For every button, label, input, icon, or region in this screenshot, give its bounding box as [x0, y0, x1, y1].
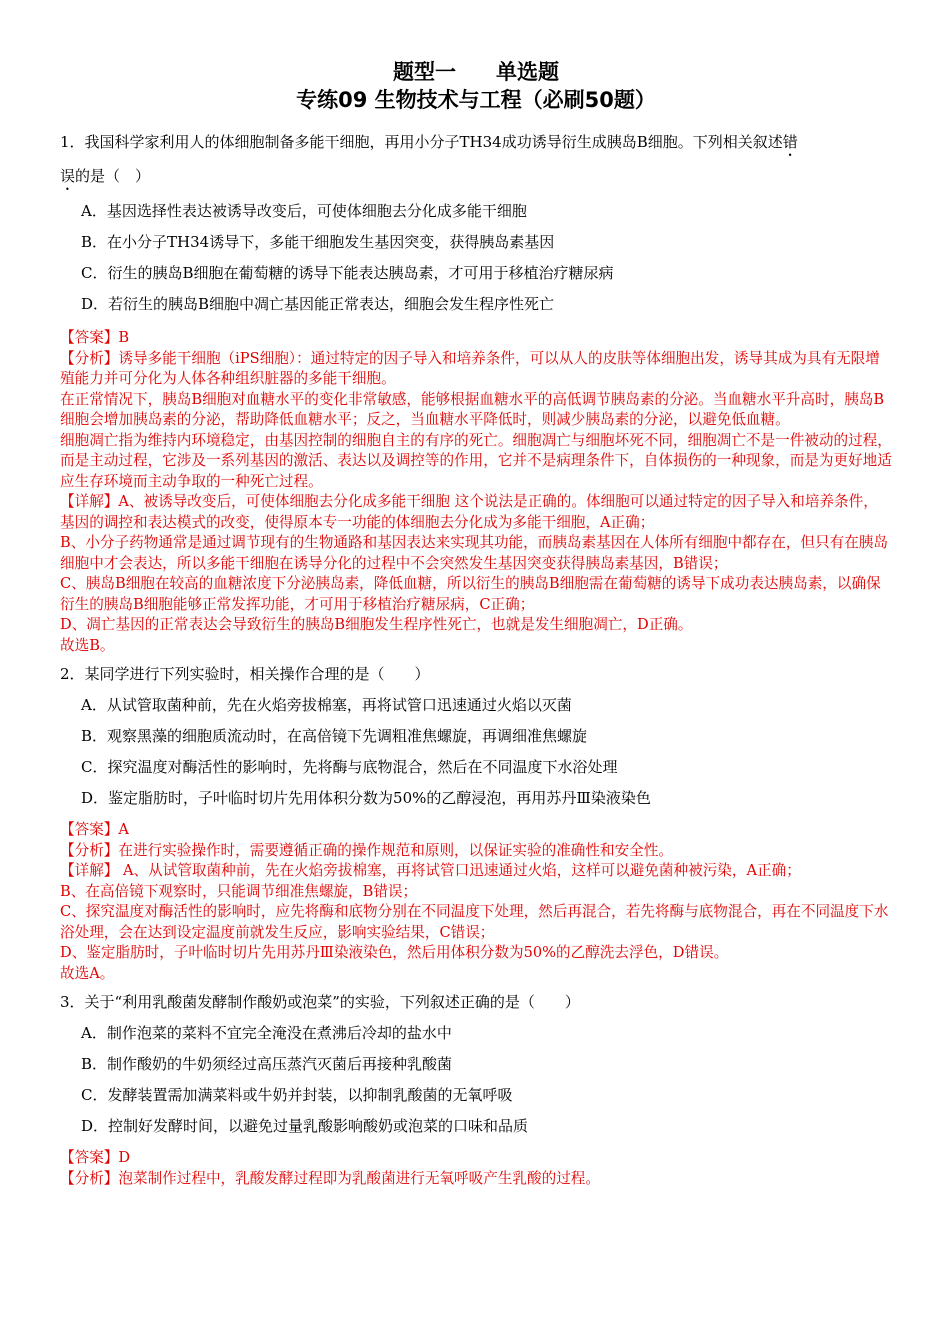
answer-label: 【答案】D	[60, 1149, 131, 1166]
explanation-text: D、凋亡基因的正常表达会导致衍生的胰岛B细胞发生程序性死亡，也就是发生细胞凋亡，D正确。	[60, 616, 693, 633]
question-1-options	[60, 196, 892, 320]
option-b: B．制作酸奶的牛奶须经过高压蒸汽灭菌后再接种乳酸菌	[81, 1055, 453, 1073]
question-1	[60, 126, 892, 656]
document-page	[60, 58, 892, 1189]
option-b: B．在小分子TH34诱导下，多能干细胞发生基因突变，获得胰岛素基因	[81, 233, 555, 251]
question-2-stem: 2．某同学进行下列实验时，相关操作合理的是（ ）	[60, 665, 430, 683]
section-title	[60, 58, 892, 86]
option-d: D．若衍生的胰岛B细胞中凋亡基因能正常表达，细胞会发生程序性死亡	[81, 295, 555, 313]
option-d: D．鉴定脂肪时，子叶临时切片先用体积分数为50%的乙醇浸泡，再用苏丹Ⅲ染液染色	[81, 789, 651, 807]
option-c: C．探究温度对酶活性的影响时，先将酶与底物混合，然后在不同温度下水浴处理	[81, 758, 618, 776]
option-a: A．制作泡菜的菜料不宜完全淹没在煮沸后冷却的盐水中	[81, 1024, 452, 1042]
option-c: C．发酵装置需加满菜料或牛奶并封装，以抑制乳酸菌的无氧呼吸	[81, 1086, 513, 1104]
answer-label: 【答案】A	[60, 821, 129, 838]
explanation-text: C、胰岛B细胞在较高的血糖浓度下分泌胰岛素，降低血糖，所以衍生的胰岛B细胞需在葡萄糖的诱导下成功表达胰岛素，以确保衍生的胰岛B细胞能够正常发挥功能，才可用于移植治疗糖尿病，C正确；	[60, 575, 881, 613]
question-1-analysis	[60, 328, 892, 656]
explanation-text: D、鉴定脂肪时，子叶临时切片先用苏丹Ⅲ染液染色，然后用体积分数为50%的乙醇洗去浮色，D错误。	[60, 944, 729, 961]
option-a: A．从试管取菌种前，先在火焰旁拔棉塞，再将试管口迅速通过火焰以灭菌	[81, 696, 572, 714]
conclusion-text: 故选B。	[60, 636, 115, 654]
page-title: 专练09 生物技术与工程（必刷50题）	[296, 88, 656, 112]
option-b: B．观察黑藻的细胞质流动时，在高倍镜下先调粗准焦螺旋，再调细准焦螺旋	[81, 727, 588, 745]
question-2	[60, 658, 892, 984]
answer-label: 【答案】B	[60, 329, 130, 346]
question-1-stem: 1．我国科学家利用人的体细胞制备多能干细胞，再用小分子TH34成功诱导衍生成胰岛B细胞。下列相关叙述错 误的是（ ）	[60, 133, 798, 185]
analysis-text: 在正常情况下，胰岛B细胞对血糖水平的变化非常敏感，能够根据血糖水平的高低调节胰岛素的分泌。当血糖水平升高时，胰岛B细胞会增加胰岛素的分泌，帮助降低血糖水平；反之，当血糖水平降低时，则减少胰岛素的分泌，以避免低血糖。	[60, 390, 885, 428]
conclusion-text: 故选A。	[60, 964, 115, 982]
option-c: C．衍生的胰岛B细胞在葡萄糖的诱导下能表达胰岛素，才可用于移植治疗糖尿病	[81, 264, 614, 282]
explanation-text: 【详解】A、被诱导改变后，可使体细胞去分化成多能干细胞 这个说法是正确的。体细胞可以通过特定的因子导入和培养条件，基因的调控和表达模式的改变，使得原本专一功能的体细胞去分化成为多能干细胞，A正确；	[60, 493, 878, 531]
option-a: A．基因选择性表达被诱导改变后，可使体细胞去分化成多能干细胞	[81, 202, 527, 220]
analysis-text: 细胞凋亡指为维持内环境稳定，由基因控制的细胞自主的有序的死亡。细胞凋亡与细胞坏死不同，细胞凋亡不是一件被动的过程，而是主动过程，它涉及一系列基因的激活、表达以及调控等的作用，它并不是病理条件下，自体损伤的一种现象，而是为更好地适应生存环境而主动争取的一种死亡过程。	[60, 431, 892, 490]
explanation-text: C、探究温度对酶活性的影响时，应先将酶和底物分别在不同温度下处理，然后再混合，若先将酶与底物混合，再在不同温度下水浴处理，会在达到设定温度前就发生反应，影响实验结果，C错误；	[60, 903, 889, 941]
explanation-text: 【详解】 A、从试管取菌种前，先在火焰旁拔棉塞，再将试管口迅速通过火焰，这样可以避免菌种被污染，A正确；	[60, 862, 801, 879]
analysis-text: 【分析】泡菜制作过程中，乳酸发酵过程即为乳酸菌进行无氧呼吸产生乳酸的过程。	[60, 1169, 600, 1187]
question-3	[60, 986, 892, 1189]
question-3-options	[60, 1018, 892, 1142]
question-2-analysis	[60, 820, 892, 984]
section-title-left: 题型一	[393, 60, 456, 84]
explanation-text: B、小分子药物通常是通过调节现有的生物通路和基因表达来实现其功能，而胰岛素基因在人体所有细胞中都存在，但只有在胰岛细胞中才会表达，所以多能干细胞在诱导分化的过程中不会突然发生基因突变获得胰岛素基因，B错误；	[60, 534, 888, 572]
question-2-options	[60, 690, 892, 814]
question-3-stem: 3．关于“利用乳酸菌发酵制作酸奶或泡菜”的实验，下列叙述正确的是（ ）	[60, 993, 580, 1011]
analysis-text: 【分析】诱导多能干细胞（iPS细胞）：通过特定的因子导入和培养条件，可以从人的皮肤等体细胞出发，诱导其成为具有无限增殖能力并可分化为人体各种组织脏器的多能干细胞。	[60, 349, 880, 387]
explanation-text: B、在高倍镜下观察时，只能调节细准焦螺旋，B错误；	[60, 882, 418, 900]
option-d: D．控制好发酵时间，以避免过量乳酸影响酸奶或泡菜的口味和品质	[81, 1117, 529, 1135]
section-title-right: 单选题	[496, 60, 559, 84]
analysis-text: 【分析】在进行实验操作时，需要遵循正确的操作规范和原则，以保证实验的准确性和安全性。	[60, 841, 673, 859]
question-3-analysis	[60, 1148, 892, 1189]
